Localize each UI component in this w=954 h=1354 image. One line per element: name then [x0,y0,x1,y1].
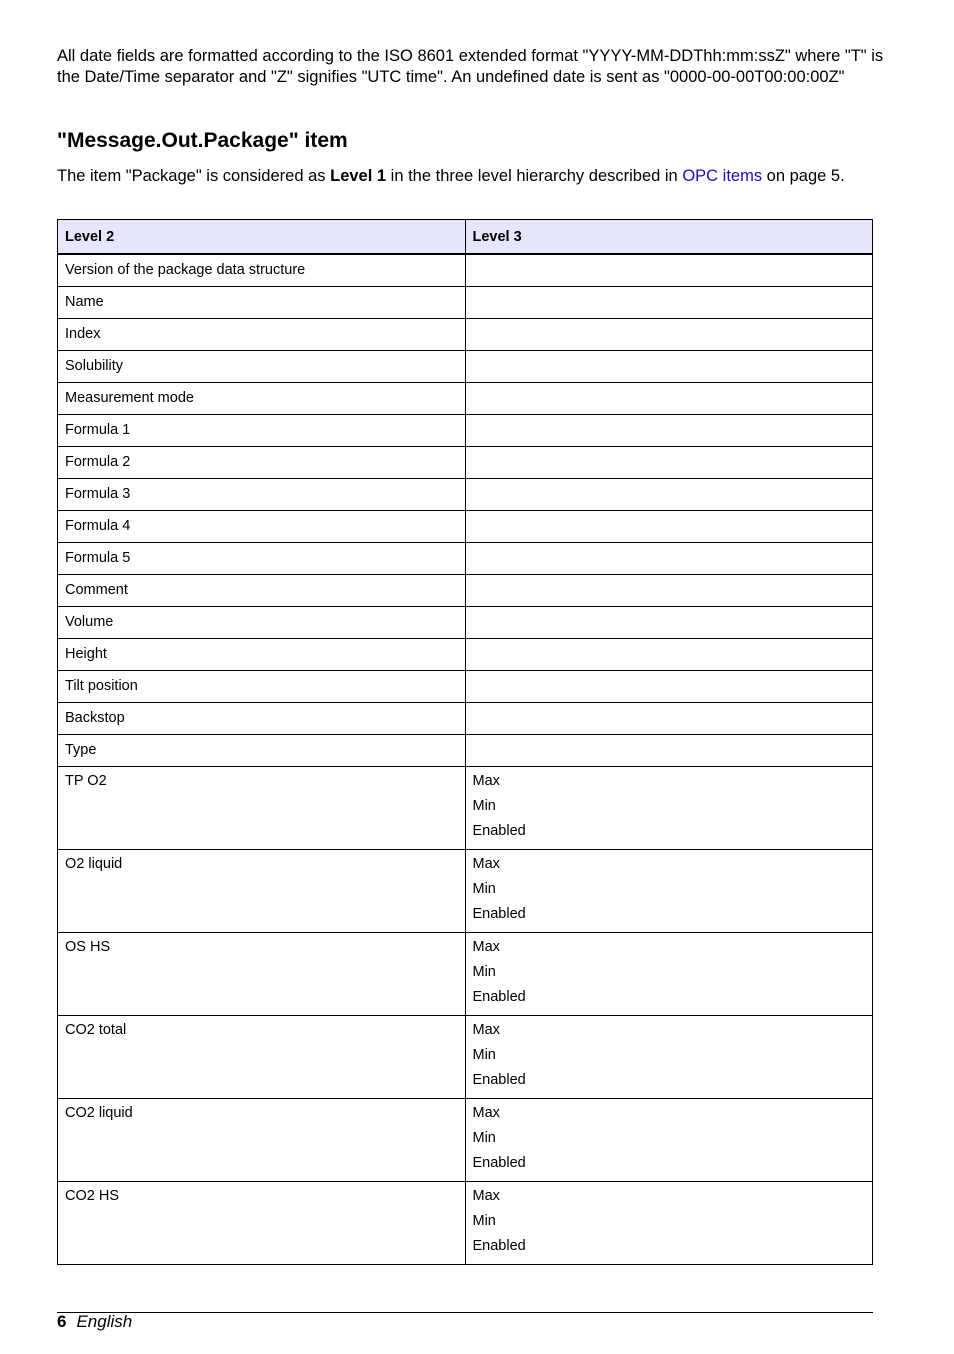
level-3-cell [465,767,873,850]
level-2-cell: Formula 5 [58,543,466,575]
level-3-item: Max [472,773,500,789]
description-bold-level: Level 1 [330,167,387,185]
level-3-item: Min [472,1047,496,1063]
level-3-cell [465,735,873,767]
table-row [58,383,873,415]
level-3-cell [465,543,873,575]
level-3-cell [465,447,873,479]
table-row [58,639,873,671]
header-level-3: Level 3 [465,220,873,255]
level-3-item: Min [472,1130,496,1146]
table-row [58,850,873,933]
footer-divider [57,1312,873,1313]
table-row [58,479,873,511]
level-3-item: Max [472,1105,500,1121]
level-3-cell [465,575,873,607]
description-text-after: on page 5. [762,167,845,185]
level-3-cell [465,287,873,319]
level-2-cell: Formula 2 [58,447,466,479]
level-3-cell [465,671,873,703]
intro-paragraph: All date fields are formatted according to the ISO 8601 extended format "YYYY-MM-DDThh:mm:ssZ" where "T" is the Date/Time separator and "Z" signifies "UTC time". An undefined date is sent as "0000-00-00T00:00:00Z" [57,47,884,86]
section-description [57,166,887,187]
level-3-item: Min [472,1213,496,1229]
level-3-item: Max [472,856,500,872]
table-row [58,415,873,447]
level-3-cell [465,607,873,639]
level-3-cell [465,703,873,735]
level-3-cell [465,1182,873,1265]
level-3-item: Max [472,1022,500,1038]
level-3-item: Max [472,939,500,955]
table-row [58,1099,873,1182]
level-3-item: Enabled [472,1155,526,1171]
level-3-cell [465,479,873,511]
level-2-cell: OS HS [58,933,466,1016]
level-3-cell [465,351,873,383]
level-2-cell: O2 liquid [58,850,466,933]
table-row [58,511,873,543]
table-row [58,671,873,703]
table-row [58,1016,873,1099]
table-row [58,254,873,287]
table-row [58,351,873,383]
level-2-cell: Solubility [58,351,466,383]
level-3-cell [465,254,873,287]
section-heading: "Message.Out.Package" item [57,129,348,152]
table-body [58,254,873,1265]
opc-items-link[interactable]: OPC items [682,167,763,185]
level-2-cell: Measurement mode [58,383,466,415]
table-row [58,287,873,319]
level-2-cell: Index [58,319,466,351]
table-row [58,447,873,479]
table-row [58,735,873,767]
level-3-item: Enabled [472,1072,526,1088]
level-3-item: Enabled [472,823,526,839]
level-3-item: Enabled [472,989,526,1005]
level-2-cell: Tilt position [58,671,466,703]
level-2-cell: CO2 HS [58,1182,466,1265]
header-level-2: Level 2 [58,220,466,255]
level-3-cell [465,850,873,933]
level-2-cell: Type [58,735,466,767]
table-row [58,1182,873,1265]
page-number: 6 [57,1312,67,1331]
description-text-middle: in the three level hierarchy described in [386,167,683,185]
level-3-item: Enabled [472,1238,526,1254]
table-row [58,933,873,1016]
level-3-cell [465,1099,873,1182]
level-2-cell: Height [58,639,466,671]
level-3-item: Min [472,964,496,980]
level-3-cell [465,639,873,671]
page-footer [57,1312,132,1332]
table-row [58,543,873,575]
level-2-cell: CO2 total [58,1016,466,1099]
description-text-before: The item "Package" is considered as [57,167,331,185]
table-header-row [58,220,873,255]
table-row [58,319,873,351]
level-3-cell [465,383,873,415]
level-3-item: Enabled [472,906,526,922]
level-2-cell: CO2 liquid [58,1099,466,1182]
level-2-cell: Formula 3 [58,479,466,511]
level-2-cell: Comment [58,575,466,607]
level-3-cell [465,1016,873,1099]
level-2-cell: Formula 4 [58,511,466,543]
level-2-cell: TP O2 [58,767,466,850]
table-row [58,607,873,639]
level-3-cell [465,415,873,447]
level-3-cell [465,319,873,351]
footer-language: English [76,1312,133,1331]
package-table [57,219,873,1265]
level-3-cell [465,933,873,1016]
level-3-item: Min [472,798,496,814]
level-3-item: Min [472,881,496,897]
level-3-item: Max [472,1188,500,1204]
level-2-cell: Version of the package data structure [58,254,466,287]
level-2-cell: Volume [58,607,466,639]
table-row [58,575,873,607]
level-2-cell: Name [58,287,466,319]
level-2-cell: Backstop [58,703,466,735]
table-row [58,703,873,735]
level-3-cell [465,511,873,543]
level-2-cell: Formula 1 [58,415,466,447]
table-row [58,767,873,850]
